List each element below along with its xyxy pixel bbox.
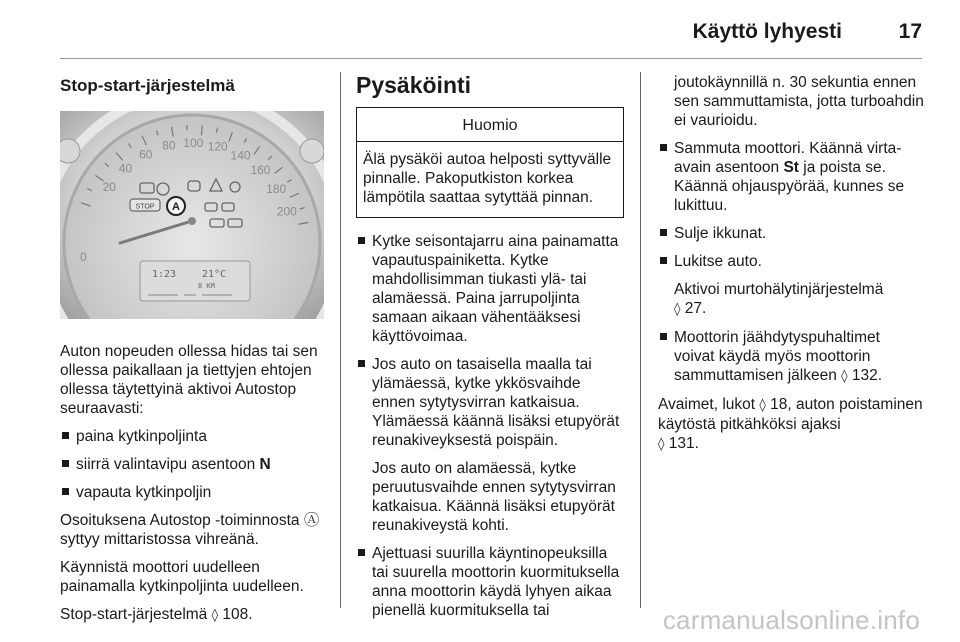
cross-reference[interactable]: Avaimet, lukot ◊ 18, auton poistaminen käytöstä pitkähköksi ajaksi ◊ 131. [658,396,923,452]
reference-arrow-icon: ◊ [759,398,766,413]
note-heading: Huomio [357,108,623,142]
speed-tick-label: 100 [183,136,204,151]
list-item: paina kytkinpoljinta [60,427,324,446]
speed-tick-label: 140 [230,148,251,163]
list-item: Lukitse auto. Aktivoi murtohälytinjärjestelmä ◊ 27. [658,252,924,319]
header-divider [60,58,922,59]
display-time: 1:23 [152,269,177,280]
paragraph-intro: Auton nopeuden ollessa hidas tai sen ollessa paikallaan ja tiettyjen ehtojen ollessa täytettyinä aktivoi Autostop seuraavasti: [60,343,318,417]
autostop-icon-letter: A [172,201,180,213]
site-watermark: carmanualsonline.info [662,605,920,635]
list-item: Jos auto on tasaisella maalla tai ylämäessä, kytke ykkösvaihde ennen sytytysvirran katkaisua. Ylämäessä käännä lisäksi etupyörät reunakiveyksestä poispäin. Jos auto on alamäessä, kytke peruutusvaihde ennen sytytysvirran katkaisua. Käännä lisäksi etupyörät reunakiveystä kohti. [356,355,624,535]
stop-lamp-label: STOP [135,203,155,211]
cross-reference[interactable]: Stop-start-järjestelmä ◊ 108. [60,606,253,623]
list-item: Moottorin jäähdytyspuhaltimet voivat käydä myös moottorin sammuttamisen jälkeen ◊ 132. [658,328,924,386]
left-knob [60,139,80,163]
list-item-subparagraph: Jos auto on alamäessä, kytke peruutusvaihde ennen sytytysvirran katkaisua. Käännä lisäksi etupyörät reunakiveystä kohti. [372,460,616,534]
column-parking-continued [658,70,924,463]
parking-steps-continued [658,139,924,386]
display-distance: 8 KM [198,282,215,290]
page-number: 17 [898,20,922,43]
speed-tick-label: 0 [80,250,87,264]
section-title-stop-start: Stop-start-järjestelmä [60,76,235,95]
speed-tick-label: 20 [102,179,116,194]
speed-tick-label: 160 [250,163,271,178]
parking-steps [356,232,624,620]
speed-tick-label: 80 [162,138,176,153]
column-divider-1 [340,72,341,608]
paragraph-restart: Käynnistä moottori uudelleen painamalla kytkinpoljinta uudelleen. [60,559,304,595]
paragraph-continuation: joutokäynnillä n. 30 sekuntia ennen sen sammuttamista, jotta turboahdin ei vaurioidu. [674,74,924,129]
note-body: Älä pysäköi autoa helposti syttyvälle pinnalle. Pakoputkiston korkea lämpötila saattaa sytyttää pinnan. [363,151,612,206]
list-item-subparagraph: Aktivoi murtohälytinjärjestelmä ◊ 27. [674,281,884,317]
column-parking [356,70,624,629]
display-temperature: 21°C [202,269,227,280]
paragraph-indicator: Osoituksena Autostop -toiminnosta Ⓐ syttyy mittaristossa vihreänä. [60,512,320,548]
reference-arrow-icon: ◊ [841,369,848,384]
list-item: Ajettuasi suurilla käyntinopeuksilla tai suurella moottorin kuormituksella anna moottorin käydä lyhyen aikaa pienellä kuormituksella tai [356,544,624,620]
list-item: Sulje ikkunat. [658,224,924,243]
speed-tick-label: 180 [266,182,287,197]
section-title-parking: Pysäköinti [356,72,472,98]
column-divider-2 [640,72,641,608]
autostop-steps [60,427,324,502]
speed-tick-label: 40 [118,161,133,176]
reference-arrow-icon: ◊ [211,608,219,623]
list-item: vapauta kytkinpoljin [60,483,324,502]
speed-tick-label: 120 [207,139,228,154]
list-item: siirrä valintavipu asentoon N [60,455,324,474]
needle-hub [188,217,196,225]
column-stop-start [60,70,324,634]
list-item: Sammuta moottori. Käännä virta-avain asentoon St ja poista se. Käännä ohjauspyörää, kunnes se lukittuu. [658,139,924,215]
speed-tick-label: 200 [276,204,297,219]
autostop-symbol-icon: Ⓐ [303,512,320,529]
reference-arrow-icon: ◊ [658,437,665,452]
list-item: Kytke seisontajarru aina painamatta vapautuspainiketta. Kytke mahdollisimman tiukasti ylä- tai alamäessä. Paina jarrupoljinta samaan aikaan vähentääksesi käyttövoimaa. [356,232,624,346]
instrument-cluster-illustration [60,111,324,319]
speed-tick-label: 60 [139,147,153,162]
warning-note-box [356,107,624,218]
reference-arrow-icon: ◊ [674,302,681,317]
page-header [0,0,960,62]
right-knob [300,139,324,163]
page-title: Käyttö lyhyesti [692,20,842,43]
